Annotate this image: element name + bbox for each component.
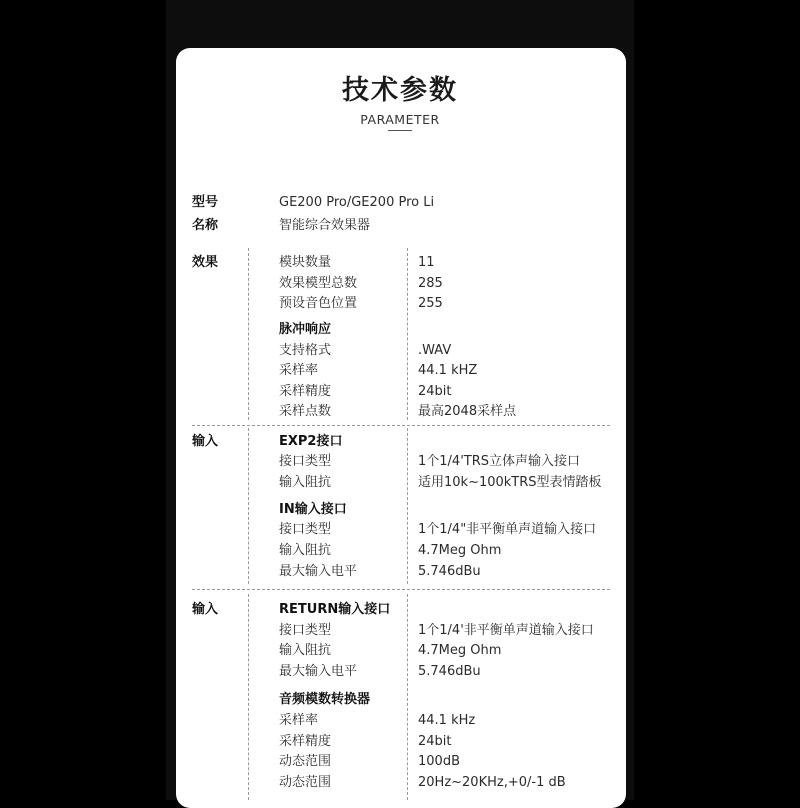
spec-label: 效果模型总数 <box>279 276 358 291</box>
spec-label: 采样精度 <box>279 734 332 749</box>
name-label: 名称 <box>192 218 219 233</box>
spec-card <box>176 48 626 808</box>
divider-vertical <box>407 594 408 800</box>
spec-value: 5.746dBu <box>418 564 481 579</box>
spec-label: 采样率 <box>279 713 319 728</box>
spec-label: 最大输入电平 <box>279 664 358 679</box>
subheading-exp2: EXP2接口 <box>279 434 343 449</box>
spec-label: 输入阻抗 <box>279 543 332 558</box>
spec-value: 4.7Meg Ohm <box>418 643 502 658</box>
spec-value: 44.1 kHZ <box>418 363 478 378</box>
page-subtitle: PARAMETER <box>360 112 440 127</box>
spec-value: 1个1/4'TRS立体声输入接口 <box>418 454 580 469</box>
spec-label: 采样精度 <box>279 384 332 399</box>
spec-value: 1个1/4'非平衡单声道输入接口 <box>418 623 594 638</box>
spec-value: 24bit <box>418 384 452 399</box>
spec-value: .WAV <box>418 343 452 358</box>
divider-vertical <box>407 428 408 584</box>
section-effects: 效果 <box>192 255 219 270</box>
spec-label: 接口类型 <box>279 454 332 469</box>
model-value: GE200 Pro/GE200 Pro Li <box>279 195 435 210</box>
spec-value: 100dB <box>418 754 460 769</box>
page-title: 技术参数 <box>342 75 458 106</box>
spec-value: 24bit <box>418 734 452 749</box>
model-label: 型号 <box>192 195 219 210</box>
spec-label: 采样点数 <box>279 404 332 419</box>
subheading-in: IN输入接口 <box>279 502 347 517</box>
divider-vertical <box>248 248 249 420</box>
divider-vertical <box>248 428 249 584</box>
spec-label: 动态范围 <box>279 754 332 769</box>
spec-value: 1个1/4"非平衡单声道输入接口 <box>418 522 597 537</box>
spec-label: 输入阻抗 <box>279 643 332 658</box>
spec-label: 动态范围 <box>279 775 332 790</box>
subheading-impulse: 脉冲响应 <box>279 322 332 337</box>
spec-label: 接口类型 <box>279 623 332 638</box>
section-input: 输入 <box>192 434 219 449</box>
divider-vertical <box>248 594 249 800</box>
spec-value: 285 <box>418 276 443 291</box>
spec-label: 预设音色位置 <box>279 296 358 311</box>
spec-value: 最高2048采样点 <box>418 404 517 419</box>
spec-value: 11 <box>418 255 435 270</box>
divider-horizontal <box>192 589 610 590</box>
section-input: 输入 <box>192 602 219 617</box>
spec-label: 最大输入电平 <box>279 564 358 579</box>
subtitle-underline <box>388 130 412 131</box>
spec-label: 输入阻抗 <box>279 475 332 490</box>
divider-horizontal <box>192 425 610 426</box>
spec-value: 44.1 kHz <box>418 713 476 728</box>
name-value: 智能综合效果器 <box>279 218 371 233</box>
spec-value: 5.746dBu <box>418 664 481 679</box>
spec-value: 适用10k~100kTRS型表情踏板 <box>418 475 602 490</box>
spec-label: 接口类型 <box>279 522 332 537</box>
spec-value: 255 <box>418 296 443 311</box>
spec-value: 20Hz~20KHz,+0/-1 dB <box>418 775 566 790</box>
subheading-return: RETURN输入接口 <box>279 602 391 617</box>
spec-value: 4.7Meg Ohm <box>418 543 502 558</box>
spec-label: 支持格式 <box>279 343 332 358</box>
subheading-adc: 音频模数转换器 <box>279 692 371 707</box>
spec-label: 模块数量 <box>279 255 332 270</box>
divider-vertical <box>407 248 408 420</box>
spec-label: 采样率 <box>279 363 319 378</box>
